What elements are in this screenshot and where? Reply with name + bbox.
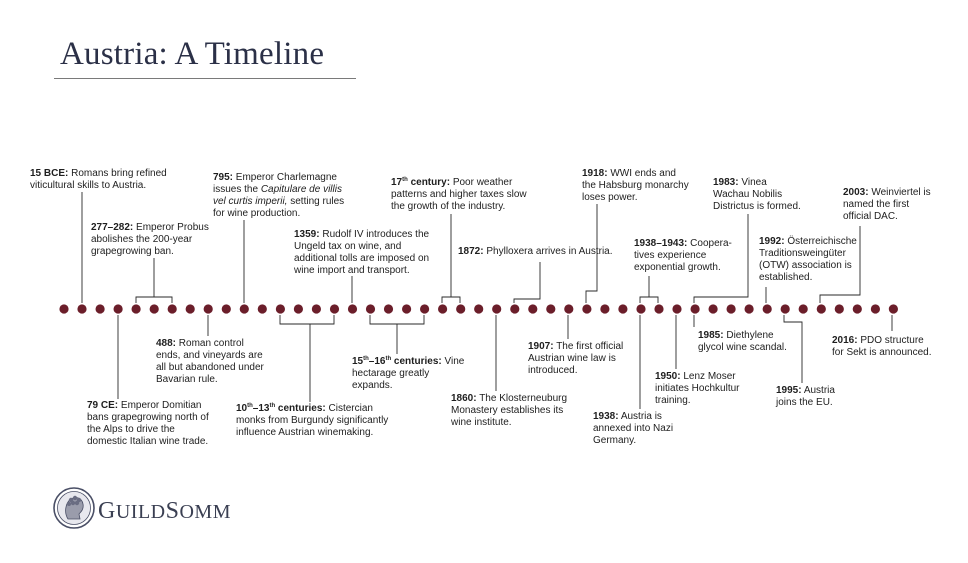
timeline-dot <box>510 304 519 313</box>
timeline-dot <box>186 304 195 313</box>
page-title: Austria: A Timeline <box>60 36 325 72</box>
timeline-dot <box>672 304 681 313</box>
timeline-dot <box>438 304 447 313</box>
event-1907: 1907: The first official Austrian wine law is introduced. <box>528 341 624 376</box>
event-2016: 2016: PDO structure for Sekt is announced. <box>832 335 932 358</box>
timeline-dot <box>600 304 609 313</box>
event-1938-1943: 1938–1943: Coopera- tives experience exponential growth. <box>634 238 732 273</box>
timeline-dot <box>258 304 267 313</box>
event-79-ce: 79 CE: Emperor Domitian bans grapegrowing north of the Alps to drive the domestic Italian wine trade. <box>87 400 209 447</box>
timeline-dot <box>402 304 411 313</box>
timeline-dot <box>132 304 141 313</box>
timeline-dot <box>528 304 537 313</box>
timeline-dot <box>168 304 177 313</box>
timeline-connector <box>280 315 334 402</box>
timeline-dot <box>330 304 339 313</box>
event-15th-16th-centuries: 15th–16th centuries: Vine hectarage greatly expands. <box>352 356 465 391</box>
timeline-connector <box>640 276 658 303</box>
timeline-dot <box>636 304 645 313</box>
timeline-connector <box>370 315 424 354</box>
timeline-connector <box>136 258 172 303</box>
event-10th-13th-centuries: 10th–13th centuries: Cistercian monks from Burgundy significantly influence Austrian winemaking. <box>236 403 389 438</box>
grape-head-emblem-icon <box>52 485 96 531</box>
timeline-dot <box>799 304 808 313</box>
timeline-dot <box>456 304 465 313</box>
timeline-dot <box>654 304 663 313</box>
event-17th-century: 17th century: Poor weather patterns and higher taxes slow the growth of the industry. <box>391 177 527 212</box>
event-1860: 1860: The Klosterneuburg Monastery establishes its wine institute. <box>451 393 568 428</box>
event-277-282: 277–282: Emperor Probus abolishes the 200-year grapegrowing ban. <box>91 222 209 257</box>
timeline-connector <box>514 262 540 303</box>
event-15-bce: 15 BCE: Romans bring refined viticultural skills to Austria. <box>30 168 167 191</box>
event-488: 488: Roman control ends, and vineyards are all but abandoned under Bavarian rule. <box>156 338 264 385</box>
timeline-dot <box>276 304 285 313</box>
timeline-dot <box>204 304 213 313</box>
timeline-dot <box>420 304 429 313</box>
timeline-dot <box>366 304 375 313</box>
timeline-dot <box>96 304 105 313</box>
event-1985: 1985: Diethylene glycol wine scandal. <box>698 330 787 353</box>
timeline-dot <box>871 304 880 313</box>
timeline-dot <box>763 304 772 313</box>
timeline-dot <box>835 304 844 313</box>
timeline-dot <box>312 304 321 313</box>
timeline-dot <box>348 304 357 313</box>
timeline-dot <box>240 304 249 313</box>
event-795: 795: Emperor Charlemagne issues the Capitulare de villis vel curtis imperii, setting rules for wine production. <box>213 172 345 219</box>
timeline-dot <box>492 304 501 313</box>
timeline-dot <box>222 304 231 313</box>
event-1995: 1995: Austria joins the EU. <box>776 385 835 408</box>
timeline-dot <box>114 304 123 313</box>
timeline-dot <box>77 304 86 313</box>
timeline-dot <box>150 304 159 313</box>
timeline-dot <box>294 304 303 313</box>
timeline-dot <box>709 304 718 313</box>
timeline-dot <box>781 304 790 313</box>
timeline-dot <box>384 304 393 313</box>
event-1938: 1938: Austria is annexed into Nazi Germany. <box>593 411 674 446</box>
timeline-dot <box>745 304 754 313</box>
event-1983: 1983: Vinea Wachau Nobilis Districtus is formed. <box>713 177 801 212</box>
timeline-dot <box>853 304 862 313</box>
timeline-dot <box>727 304 736 313</box>
event-1918: 1918: WWI ends and the Habsburg monarchy loses power. <box>582 168 689 203</box>
timeline-dot <box>618 304 627 313</box>
timeline-dot <box>564 304 573 313</box>
event-1872: 1872: Phylloxera arrives in Austria. <box>458 246 613 257</box>
timeline-dot <box>59 304 68 313</box>
timeline-connector <box>442 214 460 303</box>
timeline-dot <box>691 304 700 313</box>
timeline-dots <box>59 304 898 313</box>
event-1992: 1992: Österreichische Traditionsweingüter (OTW) association is established. <box>759 236 857 283</box>
event-2003: 2003: Weinviertel is named the first official DAC. <box>843 187 931 222</box>
timeline-dot <box>889 304 898 313</box>
event-1950: 1950: Lenz Moser initiates Hochkultur training. <box>655 371 740 406</box>
timeline-dot <box>474 304 483 313</box>
guildsomm-logo-text: GUILDSOMM <box>98 498 231 524</box>
timeline-dot <box>546 304 555 313</box>
timeline-dot <box>817 304 826 313</box>
event-1359: 1359: Rudolf IV introduces the Ungeld tax on wine, and additional tolls are imposed on wine import and transport. <box>294 229 430 276</box>
timeline-dot <box>582 304 591 313</box>
